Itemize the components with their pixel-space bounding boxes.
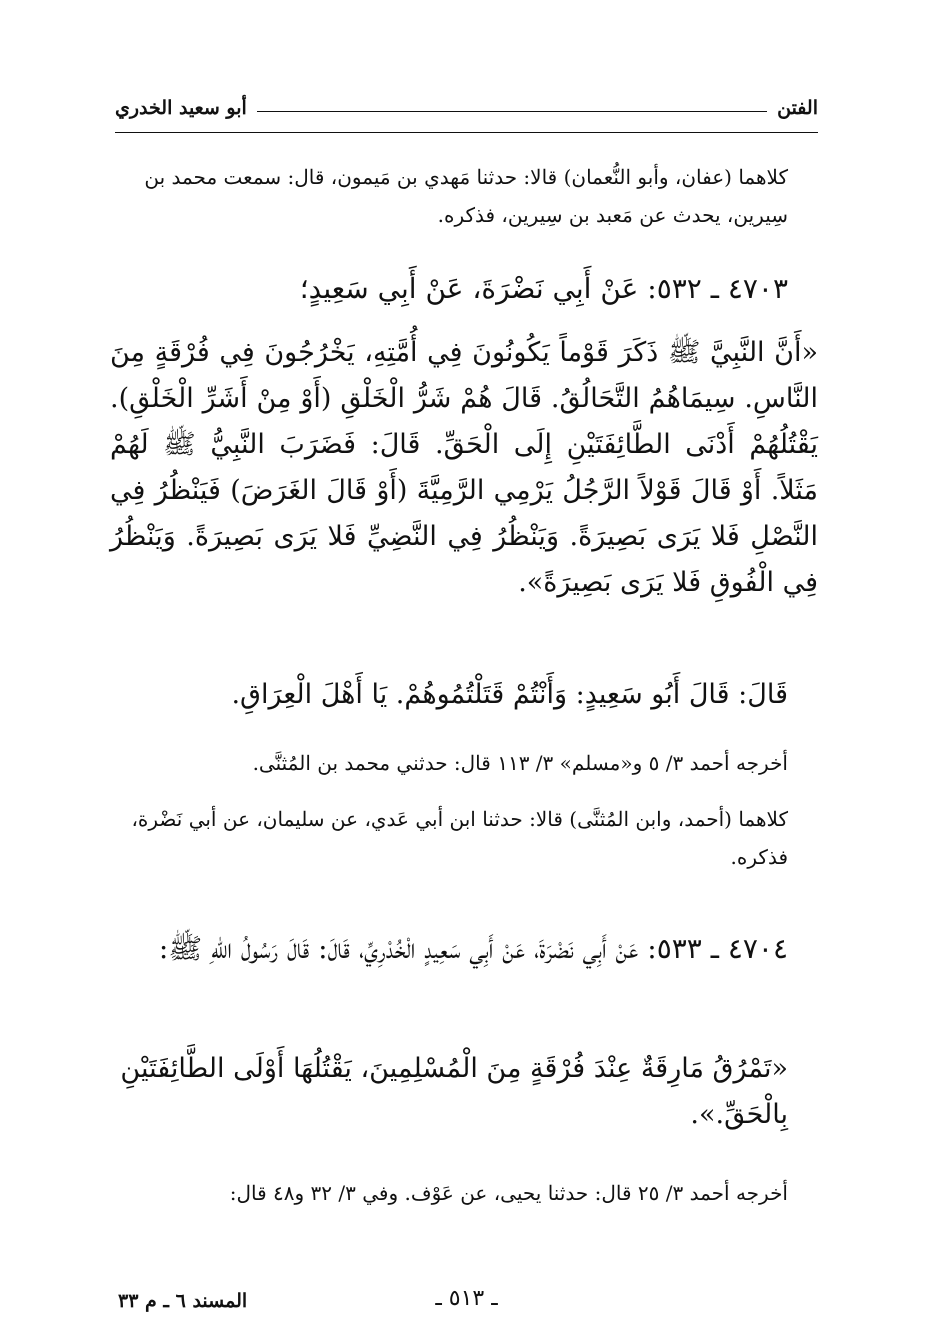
signature-mark: المسند ٦ ـ م ٣٣ bbox=[118, 1290, 248, 1312]
header-left-title: أبو سعيد الخدري bbox=[115, 97, 247, 119]
header-rule bbox=[115, 132, 818, 133]
hadith-4704-text: «تَمْرُقُ مَارِقَةٌ عِنْدَ فُرْقَةٍ مِنَ الْمُسْلِمِينَ، يَقْتُلُهَا أَوْلَى الطَّائِفَتَيْنِ بِالْحَقِّ.». bbox=[120, 1053, 788, 1130]
hadith-4703-qala: قَالَ: قَالَ أَبُو سَعِيدٍ: وَأَنْتُمْ قَتَلْتُمُوهُمْ. يَا أَهْلَ الْعِرَاقِ. bbox=[231, 679, 788, 710]
header-divider-line bbox=[257, 111, 767, 112]
hadith-4703-takhrij-1: أخرجه أحمد ٣/ ٥ و«مسلم» ٣/ ١١٣ قال: حدثني محمد بن المُثنَّى. bbox=[252, 751, 788, 775]
page-number: ـ ٥١٣ ـ bbox=[435, 1286, 498, 1311]
hadith-4704-heading: ٤٧٠٤ ـ ٥٣٣: عَنْ أَبِي نَضْرَةَ، عَنْ أَبِي سَعِيدٍ الْخُدْرِيِّ، قَالَ: قَالَ رَسُولُ اللهِ ﷺ: bbox=[158, 932, 788, 965]
hadith-4703-heading: ٤٧٠٣ ـ ٥٣٢: عَنْ أَبِي نَضْرَةَ، عَنْ أَبِي سَعِيدٍ؛ bbox=[299, 272, 788, 305]
intro-note: كلاهما (عفان، وأبو النُّعمان) قالا: حدثنا مَهدي بن مَيمون، قال: سمعت محمد بن سِيرين، يحدث عن مَعبد بن سِيرين، فذكره. bbox=[144, 165, 788, 227]
hadith-4704-takhrij: أخرجه أحمد ٣/ ٢٥ قال: حدثنا يحيى، عن عَوْف. وفي ٣/ ٣٢ و٤٨ قال: bbox=[229, 1181, 788, 1205]
header-right-title: الفتن bbox=[777, 97, 818, 119]
hadith-4703-takhrij-2: كلاهما (أحمد، وابن المُثنَّى) قالا: حدثنا ابن أبي عَدي، عن سليمان، عن أبي نَضْرة، فذكره. bbox=[131, 807, 788, 869]
running-header bbox=[115, 88, 818, 128]
hadith-4703-text: «أَنَّ النَّبِيَّ ﷺ ذَكَرَ قَوْماً يَكُونُونَ فِي أُمَّتِهِ، يَخْرُجُونَ فِي فُرْقَةٍ مِنَ النَّاسِ. سِيمَاهُمُ التَّحَالُقُ. قَالَ هُمْ شَرُّ الْخَلْقِ (أَوْ مِنْ أَشَرِّ الْخَلْقِ). يَقْتُلُهُمْ أَدْنَى الطَّائِفَتَيْنِ إِلَى الْحَقِّ. قَالَ: فَضَرَبَ النَّبِيُّ ﷺ لَهُمْ مَثَلاً. أَوْ قَالَ قَوْلاً الرَّجُلُ يَرْمِي الرَّمِيَّةَ (أَوْ قَالَ الغَرَضَ) فَيَنْظُرُ فِي النَّصْلِ فَلا يَرَى بَصِيرَةً. وَيَنْظُرُ فِي النَّضِيِّ فَلا يَرَى بَصِيرَةً. وَيَنْظُرُ فِي الْفُوقِ فَلا يَرَى بَصِيرَةً». bbox=[110, 337, 818, 598]
